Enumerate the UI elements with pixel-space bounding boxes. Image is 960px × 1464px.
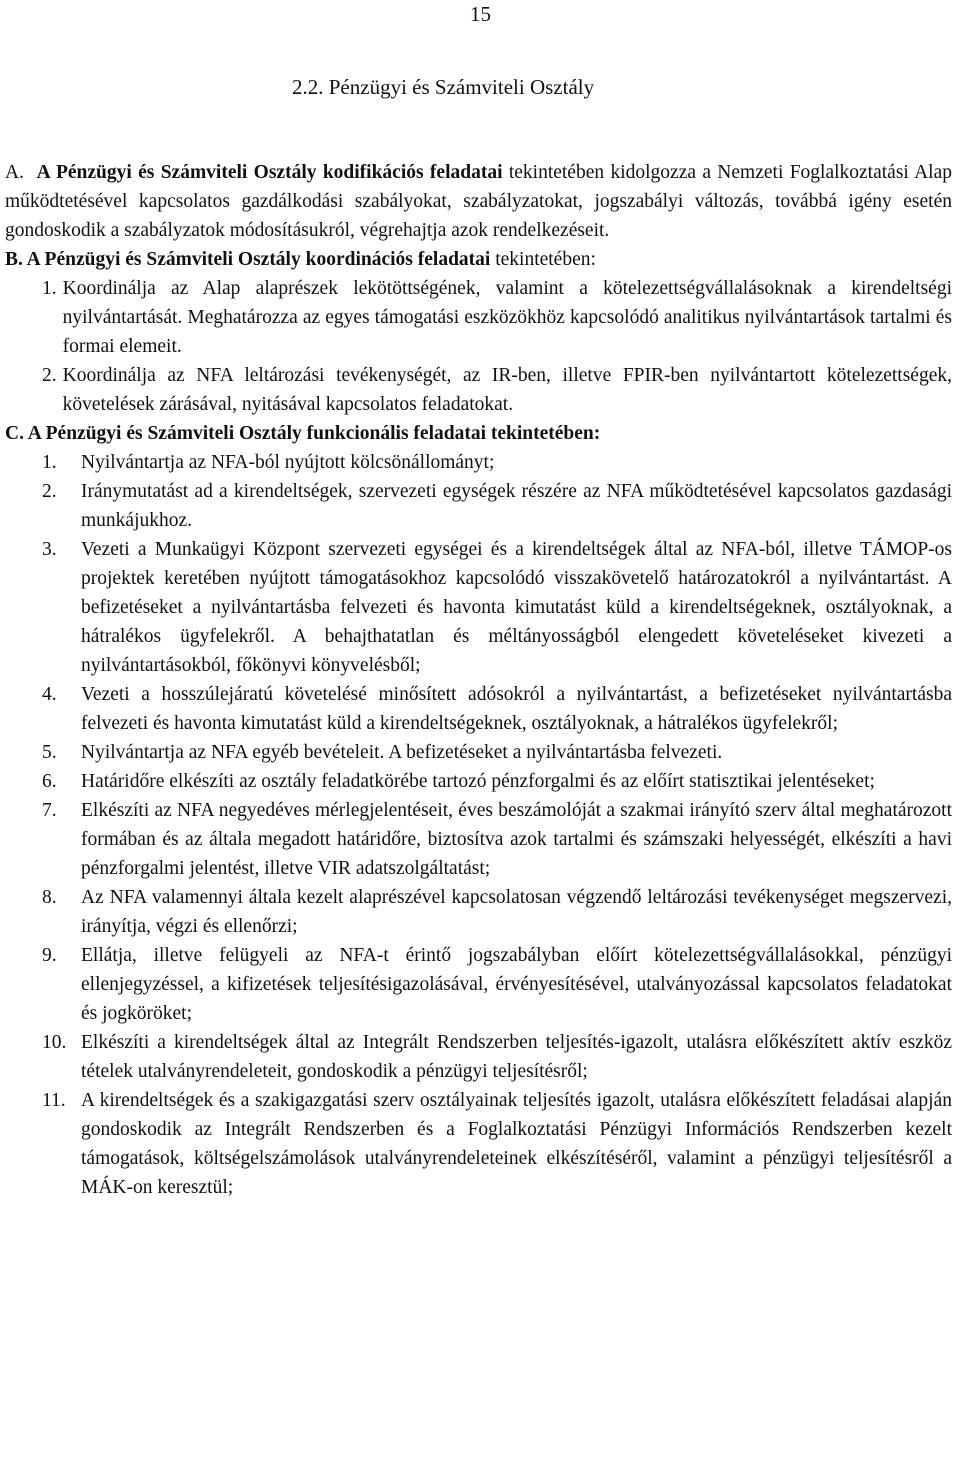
list-item-number: 9. <box>42 945 57 966</box>
list-item-text: Vezeti a hosszúlejáratú követelésé minősített adósokról a nyilvántartást, a befizetéseket nyilvántartásba felvezeti és havonta kimutatást küld a kirendeltségeknek, osztályoknak, a hátralékos ügyfelekről; <box>81 684 952 734</box>
section-c-title: C. A Pénzügyi és Számviteli Osztály funkcionális feladatai tekintetében: <box>5 423 601 444</box>
list-item-number: 7. <box>42 800 57 821</box>
list-item-text: Iránymutatást ad a kirendeltségek, szervezeti egységek részére az NFA működtetésével kapcsolatos gazdasági munkájukhoz. <box>81 481 952 531</box>
section-a-title: A Pénzügyi és Számviteli Osztály kodifikációs feladatai <box>36 162 503 183</box>
list-item-text: Nyilvántartja az NFA egyéb bevételeit. A befizetéseket a nyilvántartásba felvezeti. <box>81 742 723 763</box>
section-a-letter: A. <box>5 162 24 183</box>
section-b-title: B. A Pénzügyi és Számviteli Osztály koordinációs feladatai <box>5 249 491 270</box>
list-item-text: Elkészíti az NFA negyedéves mérlegjelentéseit, éves beszámolóját a szakmai irányító szerv által meghatározott formában és az általa megadott határidőre, biztosítva azok tartalmi és számszaki helyességét, elkészíti a havi pénzforgalmi jelentést, illetve VIR adatszolgáltatást; <box>81 800 952 879</box>
list-item-number: 1. <box>42 452 57 473</box>
list-item-text: Az NFA valamennyi általa kezelt alaprészével kapcsolatosan végzendő leltározási tevékenységet megszervezi, irányítja, végzi és ellenőrzi; <box>81 887 952 937</box>
list-item-number: 11. <box>42 1090 66 1111</box>
section-c-list <box>5 448 952 1202</box>
list-item <box>5 361 952 419</box>
list-item-number: 2. <box>42 365 57 386</box>
list-item-number: 1. <box>42 278 57 299</box>
section-heading: 2.2. Pénzügyi és Számviteli Osztály <box>292 75 595 99</box>
list-item <box>5 883 952 941</box>
list-item <box>5 535 952 680</box>
list-item-text: Határidőre elkészíti az osztály feladatkörébe tartozó pénzforgalmi és az előírt statisztikai jelentéseket; <box>81 771 875 792</box>
page-number: 15 <box>470 2 491 26</box>
list-item <box>5 680 952 738</box>
section-a-text: tekintetében kidolgozza a Nemzeti Foglalkoztatási Alap működtetésével kapcsolatos gazdálkodási szabályokat, szabályzatokat, jogszabályi változás, továbbá igény esetén gondoskodik a szabályzatok módosításukról, végrehajtja azok rendelkezéseit. <box>5 162 952 241</box>
list-item-number: 4. <box>42 684 57 705</box>
list-item <box>5 1028 952 1086</box>
list-item <box>5 738 952 767</box>
list-item-number: 10. <box>42 1032 67 1053</box>
section-b-list <box>5 274 952 419</box>
list-item-text: Vezeti a Munkaügyi Központ szervezeti egységei és a kirendeltségek által az NFA-ból, illetve TÁMOP-os projektek keretében nyújtott támogatásokhoz kapcsolódó visszakövetelő határozatokról a nyilvántartást. A befizetéseket a nyilvántartásba felvezeti és havonta kimutatást küld a kirendeltségeknek, osztályoknak, a hátralékos ügyfelekről. A behajthatatlan és méltányosságból elengedett követeléseket kivezeti a nyilvántartásokból, főkönyvi könyvelésből; <box>81 539 952 676</box>
list-item-number: 5. <box>42 742 57 763</box>
document-body <box>5 158 952 1202</box>
section-b-text: tekintetében: <box>495 249 596 270</box>
list-item-text: A kirendeltségek és a szakigazgatási szerv osztályainak teljesítés igazolt, utalásra előkészített feladásai alapján gondoskodik az Integrált Rendszerben és a Foglalkoztatási Pénzügyi Információs Rendszerben kezelt támogatások, költségelszámolások utalványrendeleteinek elkészítéséről, valamint a pénzügyi teljesítésről a MÁK-on keresztül; <box>81 1090 952 1198</box>
list-item <box>5 274 952 361</box>
list-item <box>5 941 952 1028</box>
list-item-text: Nyilvántartja az NFA-ból nyújtott kölcsönállományt; <box>81 452 495 473</box>
list-item-number: 3. <box>42 539 57 560</box>
list-item <box>5 448 952 477</box>
list-item <box>5 796 952 883</box>
list-item-text: Ellátja, illetve felügyeli az NFA-t érintő jogszabályban előírt kötelezettségvállalásokkal, pénzügyi ellenjegyzéssel, a kifizetések teljesítésigazolásával, érvényesítésével, utalványozással kapcsolatos feladatokat és jogköröket; <box>81 945 952 1024</box>
list-item-number: 2. <box>42 481 57 502</box>
list-item <box>5 477 952 535</box>
list-item-number: 6. <box>42 771 57 792</box>
list-item-text: Elkészíti a kirendeltségek által az Integrált Rendszerben teljesítés-igazolt, utalásra előkészített aktív eszköz tételek utalványrendeleteit, gondoskodik a pénzügyi teljesítésről; <box>81 1032 952 1082</box>
section-a-paragraph <box>5 158 952 245</box>
list-item <box>5 767 952 796</box>
list-item <box>5 1086 952 1202</box>
list-item-number: 8. <box>42 887 57 908</box>
list-item-text: Koordinálja az Alap alaprészek lekötöttségének, valamint a kötelezettségvállalásoknak a kirendeltségi nyilvántartását. Meghatározza az egyes támogatási eszközökhöz kapcsolódó analitikus nyilvántartások tartalmi és formai elemeit. <box>62 278 952 357</box>
section-c-heading <box>5 419 952 448</box>
list-item-text: Koordinálja az NFA leltározási tevékenységét, az IR-ben, illetve FPIR-ben nyilvántartott kötelezettségek, követelések zárásával, nyitásával kapcsolatos feladatokat. <box>62 365 952 415</box>
section-b-heading <box>5 245 952 274</box>
